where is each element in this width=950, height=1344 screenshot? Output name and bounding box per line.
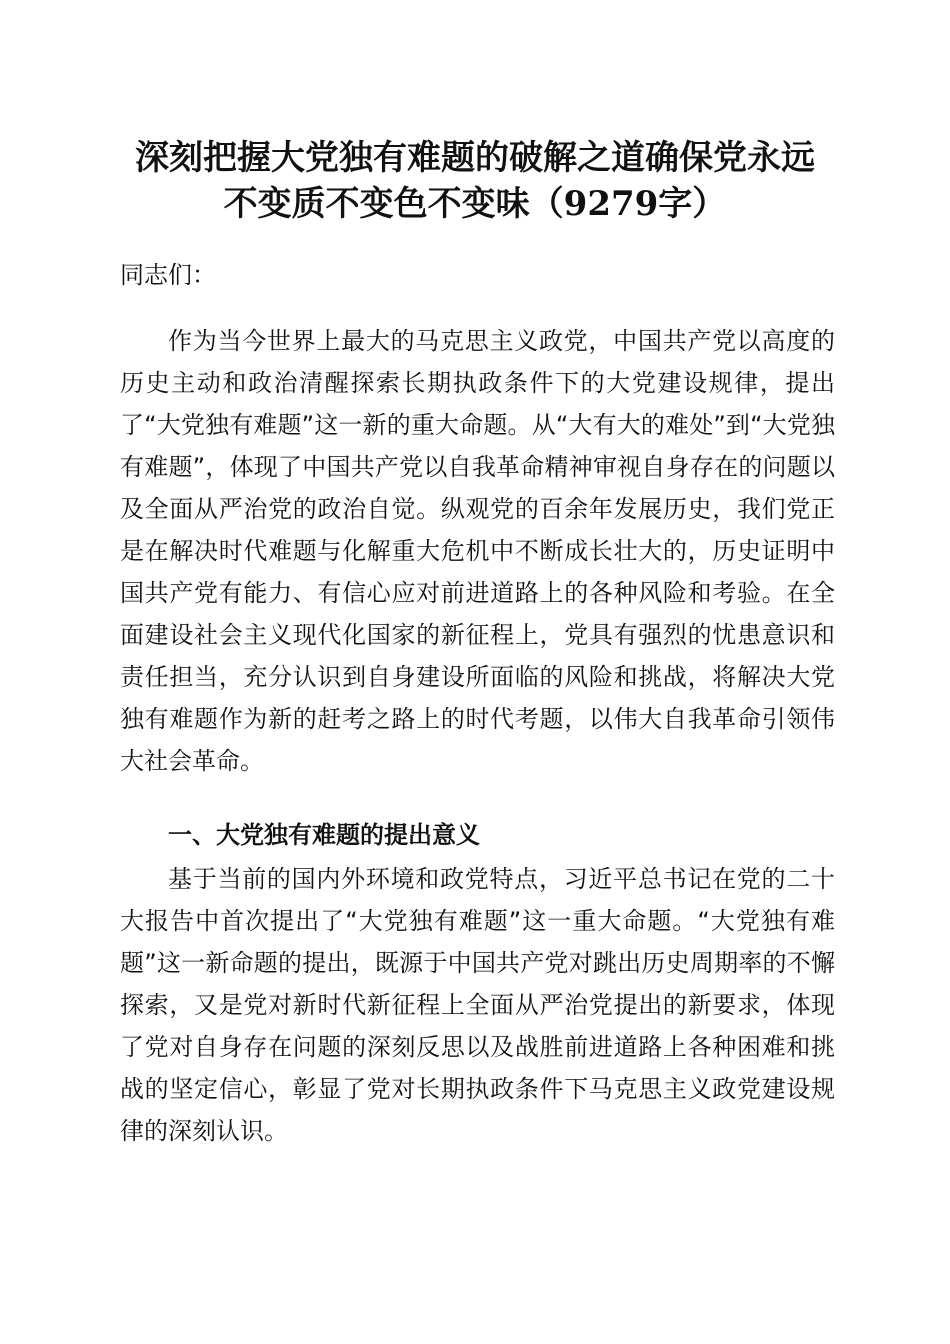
body-paragraph: 基于当前的国内外环境和政党特点，习近平总书记在党的二十大报告中首次提出了“大党独有难题”这一重大命题。“大党独有难题”这一新命题的提出，既源于中国共产党对跳出历史周期率的不懈探索，又是党对新时代新征程上全面从严治党提出的新要求，体现了党对自身存在问题的深刻反思以及战胜前进道路上各种困难和挑战的坚定信心，彰显了党对长期执政条件下马克思主义政党建设规律的深刻认识。	[120, 865, 835, 1145]
body-paragraph: 作为当今世界上最大的马克思主义政党，中国共产党以高度的历史主动和政治清醒探索长期执政条件下的大党建设规律，提出了“大党独有难题”这一新的重大命题。从“大有大的难处”到“大党独有难题”，体现了中国共产党以自我革命精神审视自身存在的问题以及全面从严治党的政治自觉。纵观党的百余年发展历史，我们党正是在解决时代难题与化解重大危机中不断成长壮大的，历史证明中国共产党有能力、有信心应对前进道路上的各种风险和考验。在全面建设社会主义现代化国家的新征程上，党具有强烈的忧患意识和责任担当，充分认识到自身建设所面临的风险和挑战，将解决大党独有难题作为新的赶考之路上的时代考题，以伟大自我革命引领伟大社会革命。	[120, 327, 835, 775]
document-title-line-1: 深刻把握大党独有难题的破解之道确保党永远	[135, 138, 815, 178]
salutation: 同志们：	[120, 261, 216, 289]
document-title-line-2: 不变质不变色不变味（9279字）	[223, 184, 727, 224]
section-heading: 一、大党独有难题的提出意义	[168, 821, 480, 849]
